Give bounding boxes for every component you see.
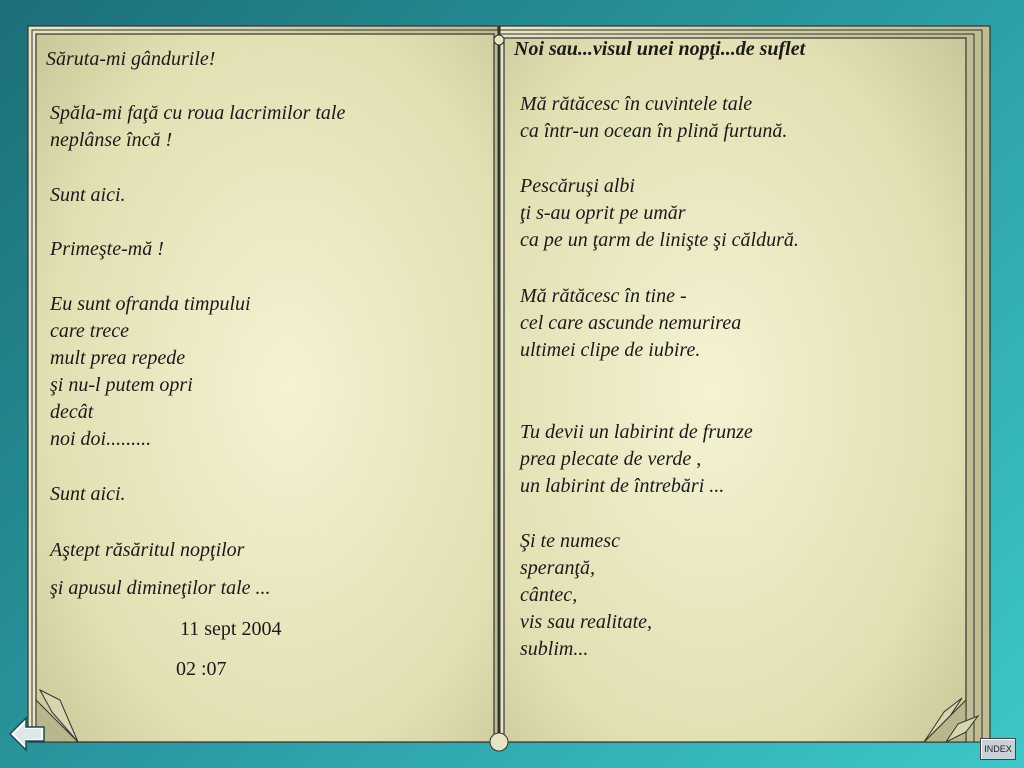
spine-top-knob bbox=[494, 35, 504, 45]
right-stanza-2: Pescăruşi albi ţi s-au oprit pe umăr ca pe un ţarm de linişte şi căldură. bbox=[520, 175, 799, 251]
left-stanza-2: Sunt aici. bbox=[50, 184, 126, 206]
right-stanza-3: Mă rătăcesc în tine - cel care ascunde nemurirea ultimei clipe de iubire. bbox=[520, 285, 742, 361]
right-stanza-5: Şi te numesc speranţă, cântec, vis sau realitate, sublim... bbox=[520, 530, 653, 660]
left-stanza-1: Spăla-mi faţă cu roua lacrimilor tale neplânse încă ! bbox=[50, 102, 346, 151]
left-stanza-5: Sunt aici. bbox=[50, 483, 126, 505]
back-arrow-icon[interactable] bbox=[8, 714, 48, 754]
left-stanza-3: Primeşte-mă ! bbox=[50, 238, 164, 260]
left-stanza-7: şi apusul dimineţilor tale ... bbox=[50, 577, 271, 599]
right-stanza-4: Tu devii un labirint de frunze prea plecate de verde , un labirint de întrebări ... bbox=[520, 421, 753, 497]
poem-title: Noi sau...visul unei nopţi...de suflet bbox=[514, 38, 806, 60]
left-first-line: Săruta-mi gândurile! bbox=[46, 48, 216, 70]
index-button[interactable]: INDEX bbox=[980, 738, 1016, 760]
poem-date: 11 sept 2004 bbox=[180, 618, 282, 640]
right-stanza-1: Mă rătăcesc în cuvintele tale ca într-un ocean în plină furtună. bbox=[520, 93, 788, 142]
poem-time: 02 :07 bbox=[176, 658, 227, 680]
left-stanza-6: Aştept răsăritul nopţilor bbox=[50, 539, 245, 561]
left-stanza-4: Eu sunt ofranda timpului care trece mult prea repede şi nu-l putem opri decât noi doi......... bbox=[50, 293, 251, 450]
spine-bottom-knob bbox=[490, 733, 508, 751]
